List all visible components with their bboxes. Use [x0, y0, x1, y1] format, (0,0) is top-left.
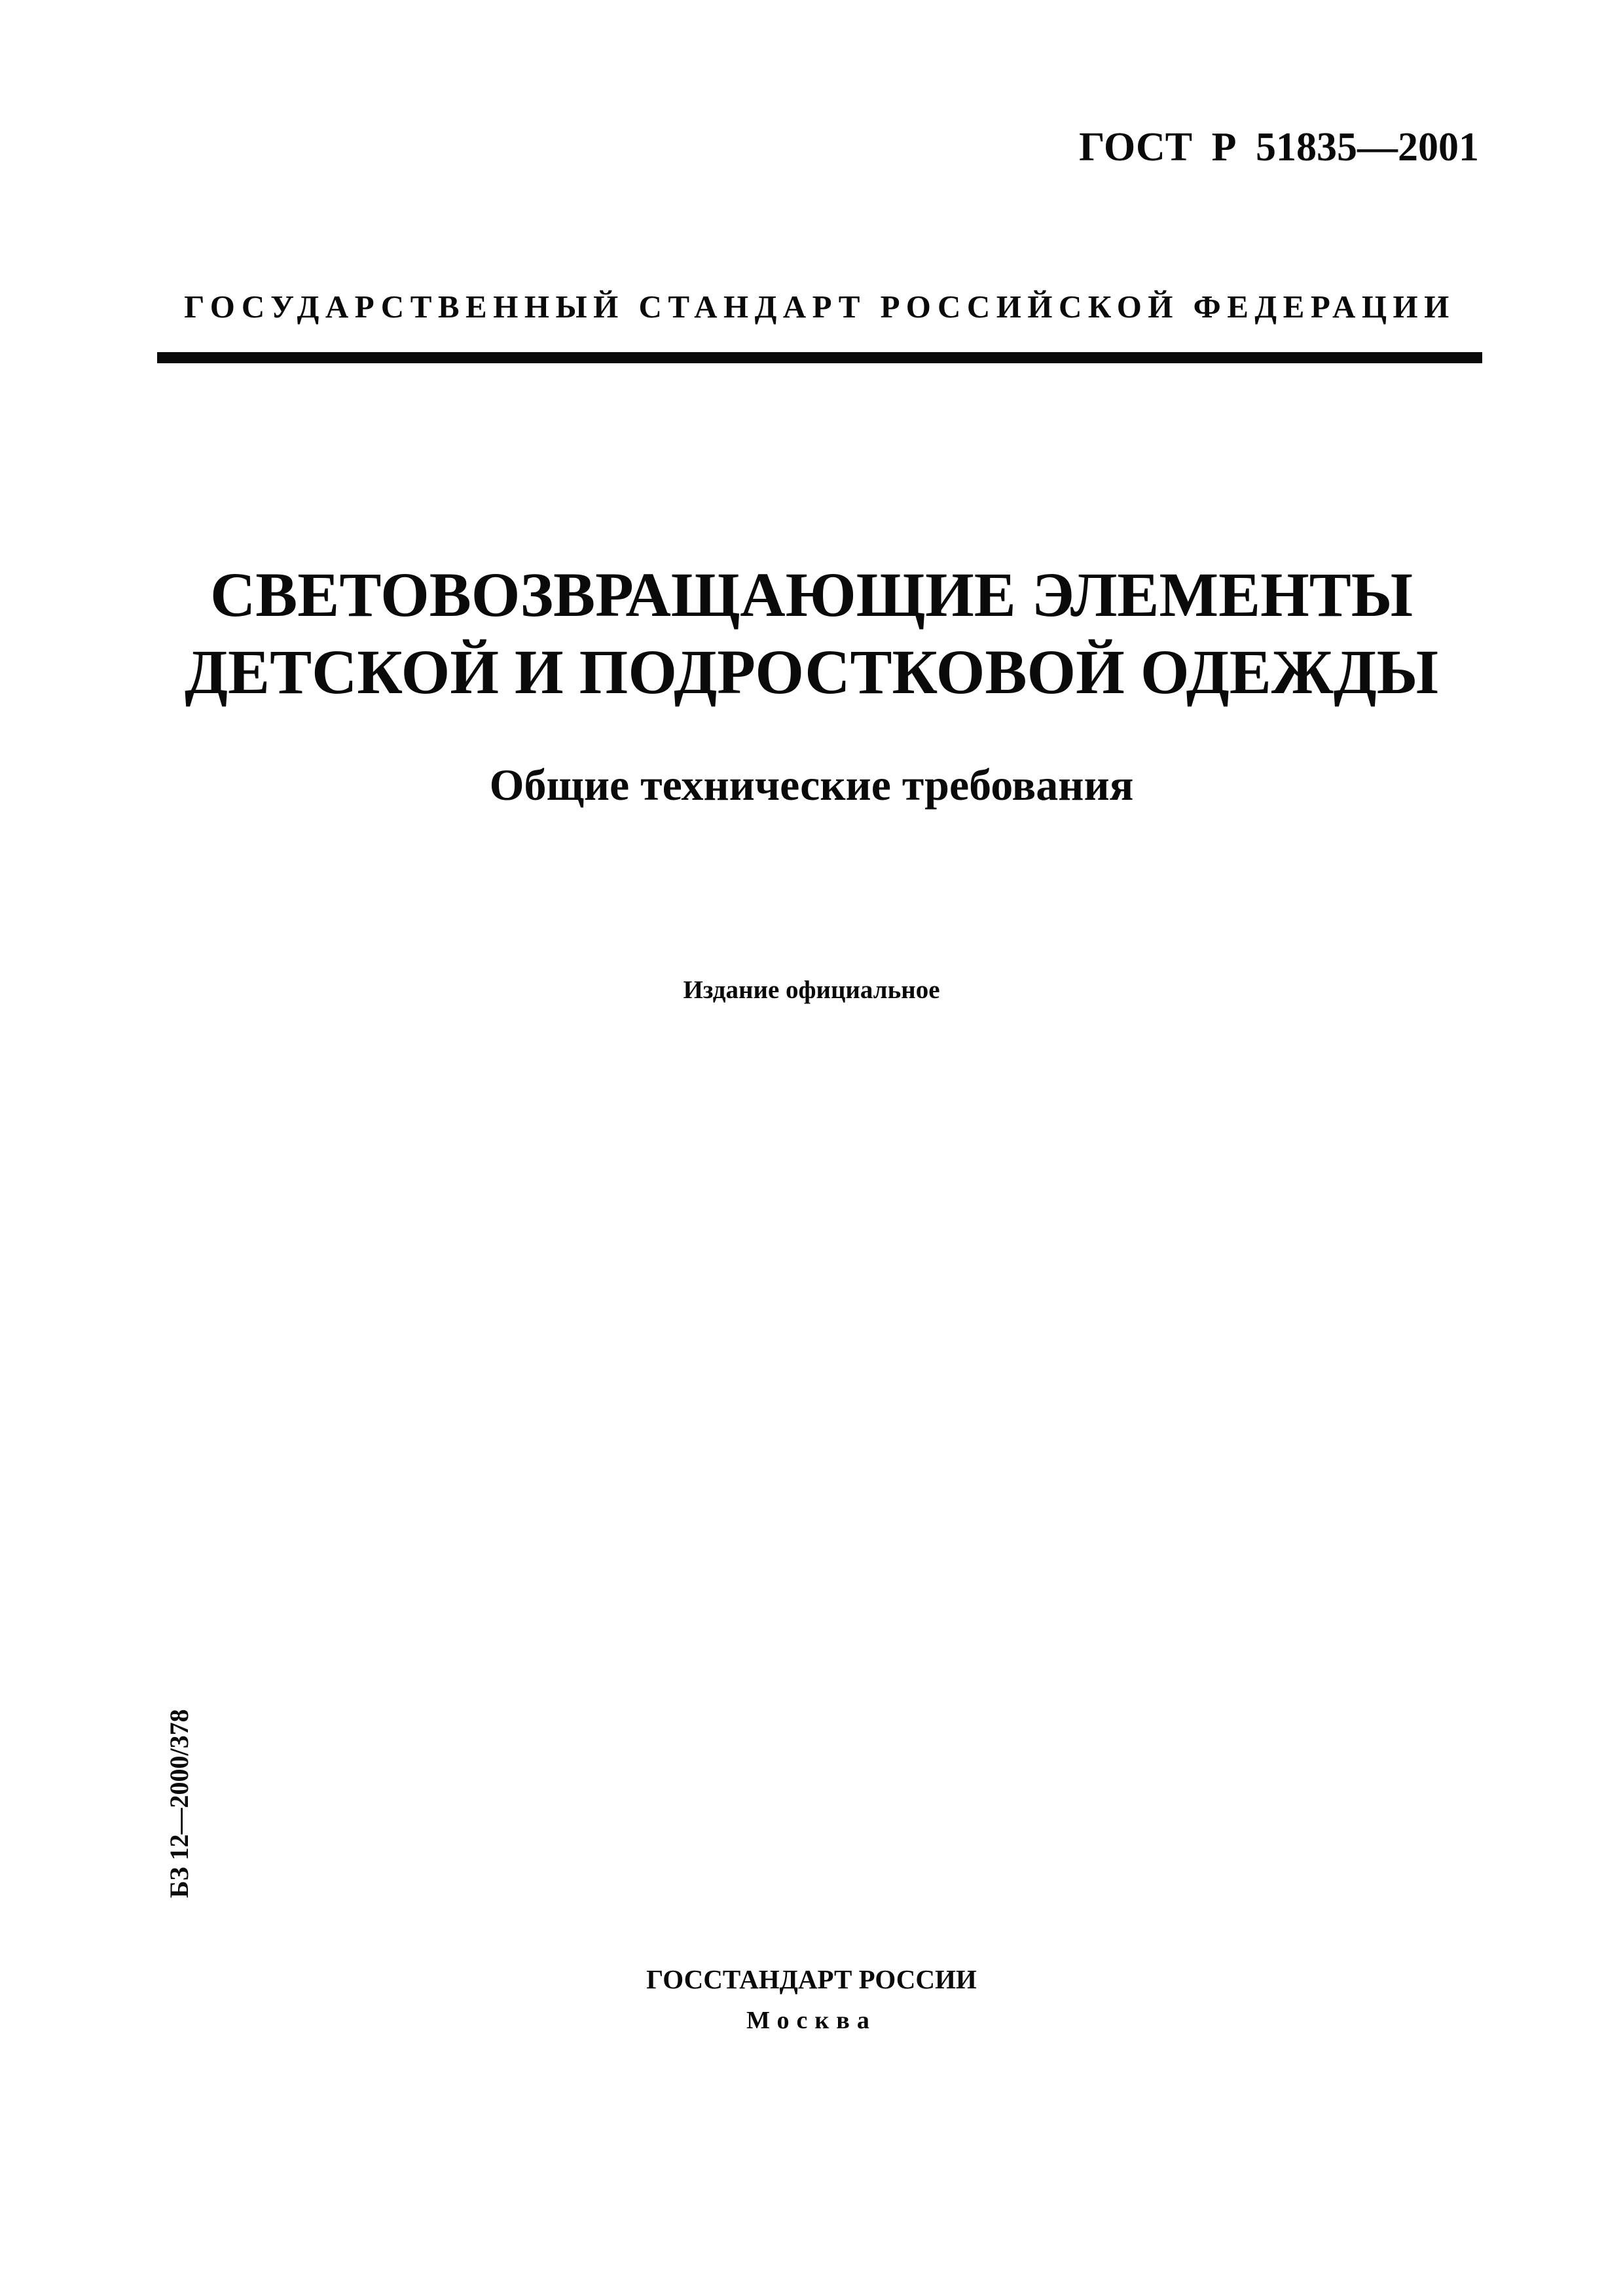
side-reference-code: БЗ 12—2000/378	[164, 1709, 194, 1898]
publication-city: Москва	[746, 2007, 877, 2034]
title-line-1: СВЕТОВОЗВРАЩАЮЩИЕ ЭЛЕМЕНТЫ	[210, 560, 1413, 630]
publisher: ГОССТАНДАРТ РОССИИ	[646, 1964, 977, 1994]
edition-note: Издание официальное	[683, 976, 940, 1004]
document-subtitle: Общие технические требования	[489, 760, 1134, 810]
document-number: ГОСТ Р 51835—2001	[1079, 125, 1479, 170]
standard-header: ГОСУДАРСТВЕННЫЙ СТАНДАРТ РОССИЙСКОЙ ФЕДЕРАЦИИ	[184, 289, 1455, 325]
title-line-2: ДЕТСКОЙ И ПОДРОСТКОВОЙ ОДЕЖДЫ	[184, 637, 1439, 707]
document-title	[0, 556, 1623, 711]
header-divider	[157, 352, 1482, 363]
